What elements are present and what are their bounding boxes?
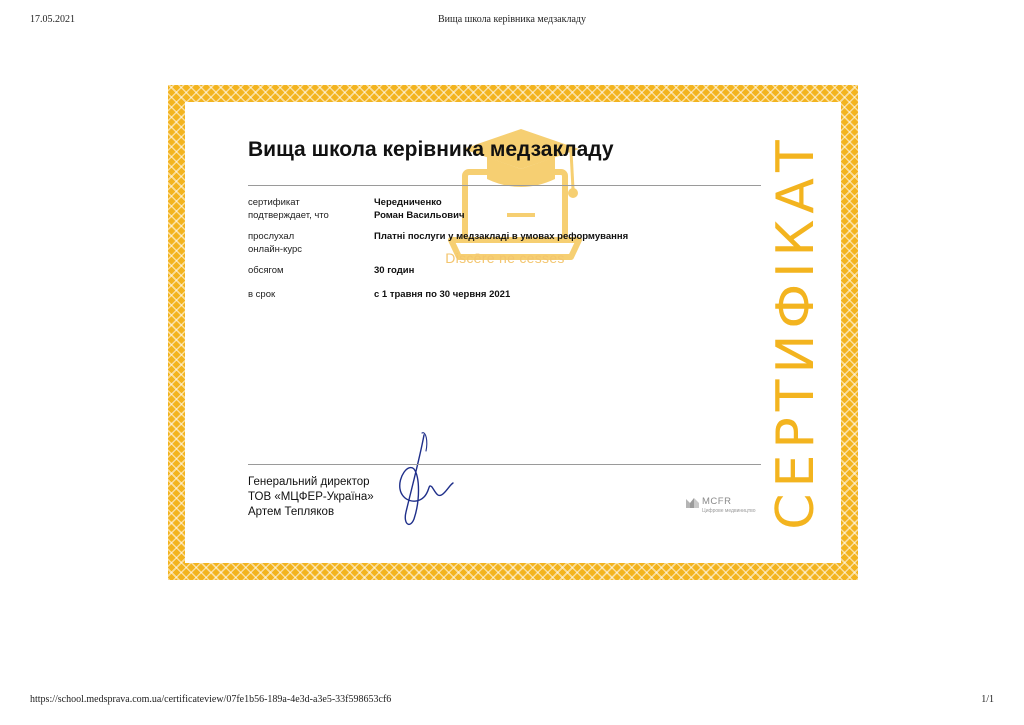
row-label-line: онлайн-курс: [248, 244, 303, 255]
certificate-row: [248, 288, 748, 302]
signature: [390, 427, 460, 537]
course-name: Платні послуги у медзакладі в умовах реформування: [374, 231, 629, 242]
certificate-row: [248, 264, 748, 278]
certificate-body: [185, 102, 841, 563]
divider: [248, 185, 761, 186]
course-period: с 1 травня по 30 червня 2021: [374, 289, 511, 300]
row-label: [248, 230, 358, 256]
mcfr-logo-tagline: Цифрове медвиництво: [702, 508, 756, 514]
row-label: обсягом: [248, 265, 284, 276]
print-title: Вища школа керівника медзакладу: [437, 14, 586, 25]
print-footer: [0, 694, 1024, 714]
motto: Discēre ne cesses: [445, 250, 565, 266]
row-label-line: сертификат: [248, 197, 300, 208]
row-label: в срок: [248, 289, 276, 300]
page-url: https://school.medsprava.com.ua/certificateview/07fe1b56-189a-4e3d-a3e5-33f598653cf6: [30, 694, 392, 705]
recipient-surname: Чередниченко: [374, 197, 442, 208]
row-label: [248, 196, 358, 222]
print-date: 17.05.2021: [30, 14, 75, 25]
recipient-given-names: Роман Васильович: [374, 210, 465, 221]
row-label-line: прослухал: [248, 231, 295, 242]
row-label-line: подтверждает, что: [248, 210, 329, 221]
course-hours: 30 годин: [374, 265, 415, 276]
recipient-name: [374, 196, 704, 222]
mcfr-logo-icon: [686, 497, 699, 508]
director-position: Генеральний директор: [248, 476, 370, 488]
director-block: [248, 475, 374, 520]
director-name: Артем Тепляков: [248, 506, 335, 518]
certificate-title: Вища школа керівника медзакладу: [248, 138, 614, 161]
certificate-row: [248, 196, 748, 224]
print-header: [0, 14, 1024, 34]
page-number: 1/1: [981, 694, 994, 705]
certificate-vertical-word: [741, 122, 851, 542]
director-company: ТОВ «МЦФЕР-Україна»: [248, 491, 374, 503]
vertical-word-text: СЕРТИФІКАТ: [766, 134, 826, 530]
divider: [248, 464, 761, 465]
certificate-row: [248, 230, 748, 258]
mcfr-logo: [686, 496, 766, 524]
mcfr-logo-name: MCFR: [702, 496, 732, 507]
certificate-frame: [168, 85, 858, 580]
